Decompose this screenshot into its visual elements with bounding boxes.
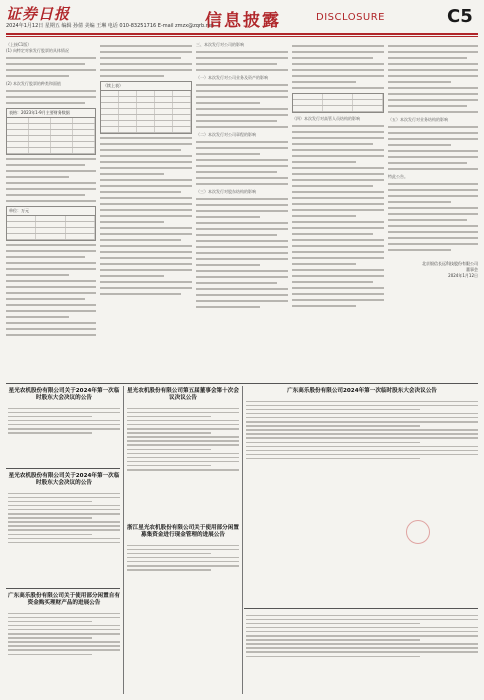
article-fragment: （上接C1版） xyxy=(6,42,32,47)
sub-heading: （二）本次发行对公司章程的影响 xyxy=(196,132,256,137)
issue-meta: 2024年1月12日 星期五 编辑 孙倩 美编 王琳 电话 010-83251716 E-mail zmzx@zqrb.net xyxy=(6,23,214,29)
page-header xyxy=(0,0,484,42)
sub-heading: （三）本次发行对股东结构的影响 xyxy=(196,189,256,194)
notice-divider xyxy=(6,383,478,384)
article-column-5 xyxy=(388,42,478,380)
sub-heading: （四）本次发行对高管人员结构的影响 xyxy=(292,116,360,121)
table-continued: （续上表） xyxy=(101,82,191,91)
data-table-4 xyxy=(292,93,384,113)
notice-block xyxy=(8,593,120,693)
notice-block xyxy=(127,525,239,605)
header-rule xyxy=(6,33,478,35)
notice-title: 星光农机股份有限公司关于2024年第一次临时股东大会决议的公告 xyxy=(8,388,120,401)
notice-block xyxy=(127,388,239,523)
signoff-company: 北京银信长远科技股份有限公司 xyxy=(422,261,478,266)
section-heading: 三、本次发行对公司的影响 xyxy=(196,42,244,47)
table-caption: 表格：2023年1-9月主要财务数据 xyxy=(7,109,95,118)
section-title: 信息披露 xyxy=(205,11,281,31)
article-column-1 xyxy=(6,42,96,380)
notice-title: 浙江星光农机股份有限公司关于使用部分闲置募集资金进行现金管理的进展公告 xyxy=(127,525,239,538)
article-fragment: (2) 本次发行股票的种类和面值 xyxy=(6,81,61,86)
notice-block xyxy=(8,473,120,583)
notice-title: 星光农机股份有限公司第五届董事会第十次会议决议公告 xyxy=(127,388,239,401)
signoff-board: 董事会 xyxy=(466,267,478,272)
newspaper-logo: 证券日报 xyxy=(6,5,71,23)
header-rule-thin xyxy=(6,36,478,37)
financial-table xyxy=(6,108,96,155)
notice-title: 星光农机股份有限公司关于2024年第一次临时股东大会决议的公告 xyxy=(8,473,120,486)
notice-title: 广东高乐股份有限公司2024年第一次临时股东大会决议公告 xyxy=(287,388,437,394)
table-unit: 单位：万元 xyxy=(7,207,95,216)
article-column-4 xyxy=(292,42,384,380)
article-column-3 xyxy=(196,42,288,380)
notice-block xyxy=(246,388,478,523)
notice-block xyxy=(8,388,120,463)
sub-heading: （一）本次发行对公司业务及资产的影响 xyxy=(196,75,268,80)
signoff-date: 2024年1月12日 xyxy=(448,273,478,278)
sub-heading: （五）本次发行对业务结构的影响 xyxy=(388,117,448,122)
notice-title: 广东高乐股份有限公司关于使用部分闲置自有资金购买理财产品的进展公告 xyxy=(8,593,120,606)
article-column-2 xyxy=(100,42,192,380)
notice-block xyxy=(246,612,478,694)
company-seal xyxy=(406,520,430,544)
financial-table-2 xyxy=(6,206,96,241)
page-number: C5 xyxy=(447,6,473,27)
sub-heading: 特此公告。 xyxy=(388,174,408,179)
data-table xyxy=(100,81,192,134)
section-title-en: DISCLOSURE xyxy=(316,12,385,23)
article-fragment: (1) 向特定对象发行股票的具体情况 xyxy=(6,48,69,53)
